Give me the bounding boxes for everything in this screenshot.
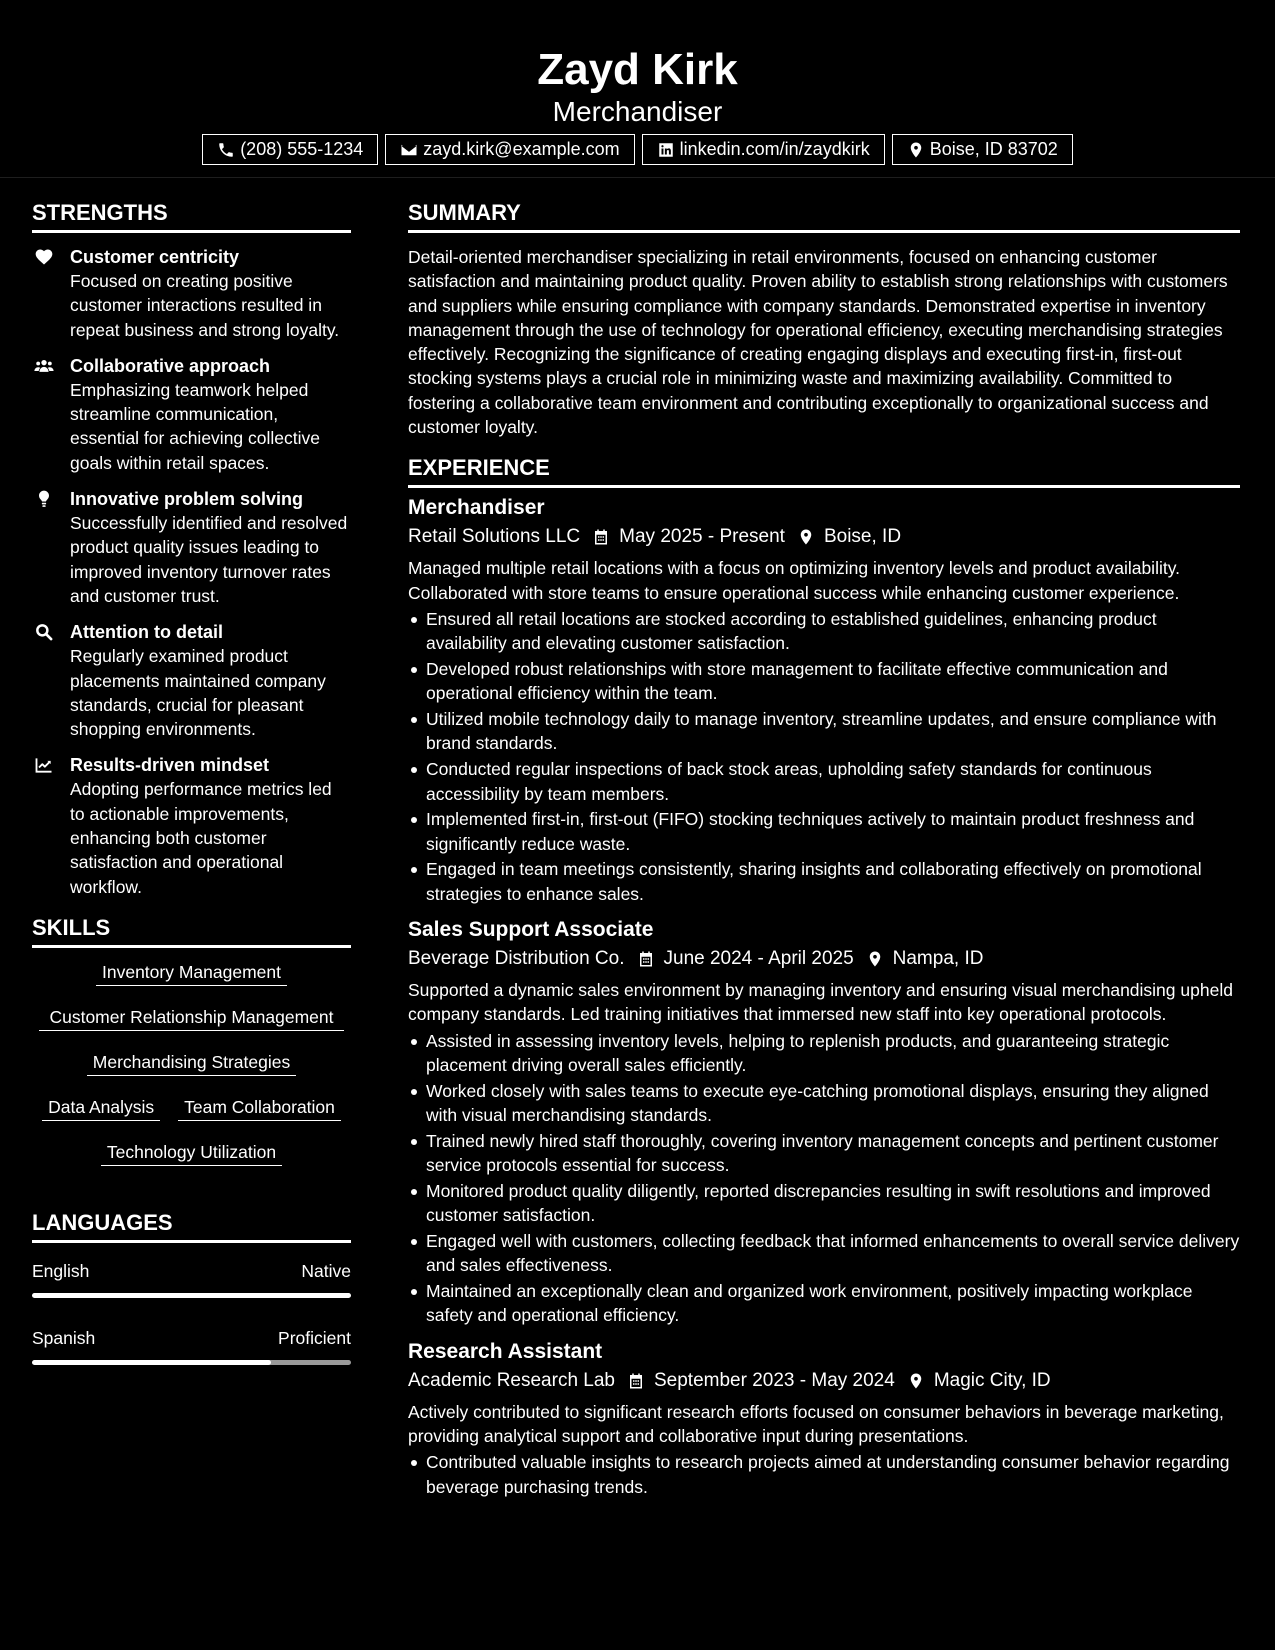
experience-list bbox=[408, 494, 1240, 1499]
contact-phone-text: (208) 555-1234 bbox=[240, 139, 364, 159]
job-company: Retail Solutions LLC bbox=[408, 526, 581, 548]
contact-location bbox=[892, 134, 1073, 165]
strength-desc: Regularly examined product placements maintained company standards, crucial for pleasant shopping environments. bbox=[70, 646, 326, 740]
contact-bar bbox=[0, 134, 1275, 165]
job-description: Managed multiple retail locations with a focus on optimizing inventory levels and product availability. Collaborated with store teams to ensure operational success while enhancing customer experience. bbox=[408, 558, 1181, 603]
envelope-icon bbox=[400, 141, 418, 159]
candidate-name: Zayd Kirk bbox=[537, 45, 738, 94]
search-icon bbox=[34, 622, 54, 642]
strength-title: Customer centricity bbox=[70, 247, 240, 267]
language-proficiency-bar bbox=[32, 1360, 351, 1365]
job-bullet: Implemented first-in, first-out (FIFO) stocking techniques actively to maintain product freshness and significantly reduce waste. bbox=[408, 807, 1240, 856]
job-description: Supported a dynamic sales environment by managing inventory and ensuring visual merchandising upheld company standards. Led training initiatives that immersed new staff into key operational protocols. bbox=[408, 980, 1233, 1025]
map-pin-icon bbox=[907, 141, 925, 159]
job-bullets bbox=[408, 1029, 1240, 1328]
strength-item bbox=[32, 245, 351, 342]
job-bullet: Trained newly hired staff thoroughly, covering inventory management concepts and pertinent customer service protocols essential for success. bbox=[408, 1129, 1240, 1178]
skills-list bbox=[32, 960, 351, 1166]
left-column bbox=[32, 198, 351, 1365]
job-title: Sales Support Associate bbox=[408, 918, 654, 942]
language-name: English bbox=[32, 1260, 90, 1281]
language-item bbox=[32, 1259, 351, 1298]
job-bullet: Ensured all retail locations are stocked according to established guidelines, enhancing product availability and elevating customer satisfaction. bbox=[408, 607, 1240, 656]
job-bullet: Developed robust relationships with store management to facilitate effective communication and operational efficiency within the team. bbox=[408, 657, 1240, 706]
language-proficiency-fill bbox=[32, 1293, 351, 1298]
job-bullets bbox=[408, 607, 1240, 906]
calendar-icon bbox=[637, 950, 655, 968]
calendar-icon bbox=[592, 528, 610, 546]
job-entry bbox=[408, 916, 1240, 1328]
job-entry bbox=[408, 494, 1240, 906]
skill-tag: Team Collaboration bbox=[178, 1095, 341, 1121]
job-location: Boise, ID bbox=[823, 526, 902, 548]
strength-item bbox=[32, 753, 351, 898]
strength-desc: Emphasizing teamwork helped streamline communication, essential for achieving collective goals within retail spaces. bbox=[70, 379, 320, 473]
strength-title: Attention to detail bbox=[70, 622, 223, 643]
skill-tag: Data Analysis bbox=[42, 1095, 160, 1121]
language-item bbox=[32, 1326, 351, 1365]
job-meta bbox=[408, 944, 1240, 974]
strengths-heading: STRENGTHS bbox=[32, 198, 351, 233]
job-dates: June 2024 - April 2025 bbox=[663, 948, 854, 970]
job-description: Actively contributed to significant research efforts focused on consumer behaviors in beverage marketing, providing analytical support and collaborative input during presentations. bbox=[408, 1401, 1224, 1446]
job-bullet: Conducted regular inspections of back stock areas, upholding safety standards for continuous accessibility by team members. bbox=[408, 757, 1240, 806]
languages-heading: LANGUAGES bbox=[32, 1208, 351, 1243]
language-proficiency-fill bbox=[32, 1360, 271, 1365]
job-bullet: Utilized mobile technology daily to manage inventory, streamline updates, and ensure compliance with brand standards. bbox=[408, 707, 1240, 756]
contact-email[interactable] bbox=[385, 134, 634, 165]
job-company: Academic Research Lab bbox=[408, 1369, 615, 1391]
candidate-title: Merchandiser bbox=[552, 96, 723, 127]
job-bullet: Maintained an exceptionally clean and organized work environment, positively impacting workplace safety and operational efficiency. bbox=[408, 1279, 1240, 1328]
job-title: Research Assistant bbox=[408, 1339, 603, 1363]
strength-item bbox=[32, 487, 351, 608]
right-column bbox=[408, 198, 1240, 1509]
strength-desc: Focused on creating positive customer interactions resulted in repeat business and strong loyalty. bbox=[70, 271, 340, 340]
contact-phone[interactable] bbox=[202, 134, 378, 165]
language-proficiency-bar bbox=[32, 1293, 351, 1298]
language-name: Spanish bbox=[32, 1327, 96, 1348]
job-dates: September 2023 - May 2024 bbox=[654, 1369, 895, 1391]
summary-heading: SUMMARY bbox=[408, 198, 1240, 233]
summary-text: Detail-oriented merchandiser specializing in retail environments, focused on enhancing customer satisfaction and maintaining product quality. Proven ability to establish strong relationships with customers and suppliers while ensuring compliance with company standards. Demonstrated expertise in inventory management through the use of technology for operational efficiency, executing merchandising strategies effectively. Recognizing the significance of creating engaging displays and executing first-in, first-out stocking systems plays a crucial role in minimizing waste and maximizing availability. Committed to fostering a collaborative team environment and contributing exceptionally to organizational success and customer loyalty. bbox=[408, 247, 1228, 438]
strength-title: Results-driven mindset bbox=[70, 755, 270, 776]
linkedin-icon bbox=[657, 141, 675, 159]
map-pin-icon bbox=[866, 950, 884, 968]
job-bullet: Engaged well with customers, collecting feedback that informed enhancements to overall service delivery and sales effectiveness. bbox=[408, 1229, 1240, 1278]
language-level: Native bbox=[301, 1260, 351, 1281]
job-company: Beverage Distribution Co. bbox=[408, 948, 625, 970]
resume-header bbox=[0, 0, 1275, 178]
strength-title: Innovative problem solving bbox=[70, 489, 304, 510]
job-location: Nampa, ID bbox=[892, 948, 984, 970]
users-icon bbox=[34, 356, 54, 376]
skill-tag: Inventory Management bbox=[96, 960, 287, 986]
job-dates: May 2025 - Present bbox=[619, 526, 785, 548]
job-bullet: Worked closely with sales teams to execute eye-catching promotional displays, ensuring they aligned with visual merchandising standards. bbox=[408, 1079, 1240, 1128]
job-bullets bbox=[408, 1450, 1240, 1499]
job-location: Magic City, ID bbox=[933, 1369, 1051, 1391]
heart-icon bbox=[34, 247, 54, 267]
lightbulb-icon bbox=[34, 489, 54, 509]
map-pin-icon bbox=[907, 1372, 925, 1390]
map-pin-icon bbox=[797, 528, 815, 546]
phone-icon bbox=[217, 141, 235, 159]
experience-heading: EXPERIENCE bbox=[408, 453, 1240, 488]
job-bullet: Assisted in assessing inventory levels, helping to replenish products, and guaranteeing strategic placement driving overall sales efficiently. bbox=[408, 1029, 1240, 1078]
job-title: Merchandiser bbox=[408, 496, 545, 520]
contact-email-text: zayd.kirk@example.com bbox=[423, 139, 620, 159]
strength-title: Collaborative approach bbox=[70, 355, 271, 376]
job-bullet: Monitored product quality diligently, reported discrepancies resulting in swift resolutions and improved customer satisfaction. bbox=[408, 1179, 1240, 1228]
contact-location-text: Boise, ID 83702 bbox=[929, 139, 1058, 159]
skill-tag: Merchandising Strategies bbox=[87, 1050, 296, 1076]
job-meta bbox=[408, 522, 1240, 552]
strength-desc: Successfully identified and resolved product quality issues leading to improved inventory turnover rates and customer trust. bbox=[70, 513, 348, 606]
skill-tag: Customer Relationship Management bbox=[39, 1005, 344, 1031]
job-entry bbox=[408, 1338, 1240, 1499]
strength-desc: Adopting performance metrics led to actionable improvements, enhancing both customer satisfaction and operational workflow. bbox=[70, 779, 332, 897]
strength-item bbox=[32, 620, 351, 741]
strength-item bbox=[32, 354, 351, 475]
job-meta bbox=[408, 1366, 1240, 1396]
job-bullet: Contributed valuable insights to research projects aimed at understanding consumer behavior regarding beverage purchasing trends. bbox=[408, 1450, 1240, 1499]
chart-line-icon bbox=[34, 755, 54, 775]
job-bullet: Engaged in team meetings consistently, sharing insights and collaborating effectively on promotional strategies to enhance sales. bbox=[408, 857, 1240, 906]
skill-tag: Technology Utilization bbox=[101, 1140, 282, 1166]
calendar-icon bbox=[627, 1372, 645, 1390]
skills-heading: SKILLS bbox=[32, 913, 351, 948]
contact-linkedin-text: linkedin.com/in/zaydkirk bbox=[679, 139, 870, 159]
contact-linkedin[interactable] bbox=[642, 134, 885, 165]
language-level: Proficient bbox=[278, 1327, 351, 1348]
